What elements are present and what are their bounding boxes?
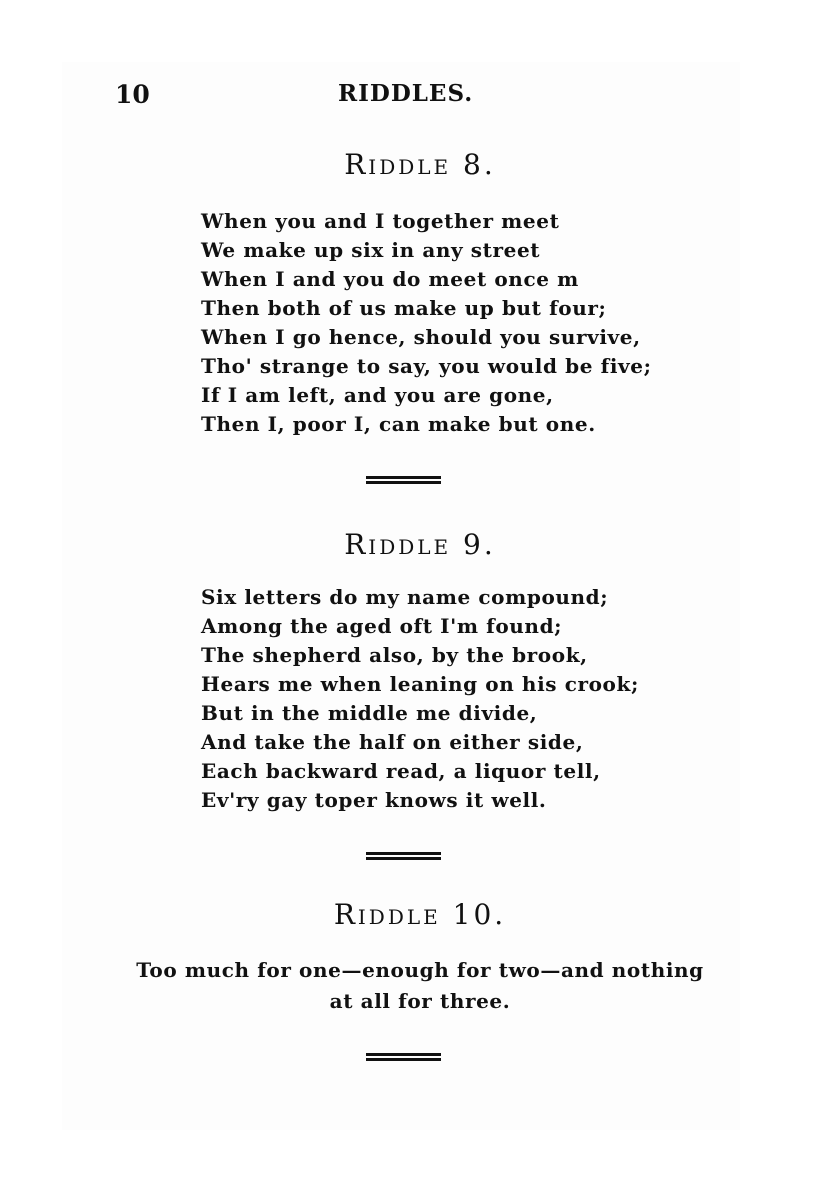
verse-line: Ev'ry gay toper knows it well.	[201, 788, 547, 812]
verse-line: Each backward read, a liquor tell,	[201, 759, 601, 783]
verse-line: Tho' strange to say, you would be five;	[201, 354, 652, 378]
verse-line: We make up six in any street	[201, 238, 541, 262]
prose-line: Too much for one—enough for two—and nothing	[136, 958, 704, 982]
riddle-9-heading: Riddle 9.	[344, 528, 496, 561]
verse-line: Hears me when leaning on his crook;	[201, 672, 639, 696]
verse-line: Six letters do my name compound;	[201, 585, 609, 609]
riddle-8-verse	[201, 207, 652, 439]
verse-line: When I and you do meet once m	[201, 267, 579, 291]
section-divider	[366, 852, 441, 862]
verse-line: The shepherd also, by the brook,	[201, 643, 588, 667]
riddle-10-text	[0, 955, 840, 1017]
running-title: RIDDLES.	[338, 80, 474, 107]
verse-line: When you and I together meet	[201, 209, 560, 233]
verse-line: But in the middle me divide,	[201, 701, 538, 725]
prose-line: at all for three.	[329, 989, 511, 1013]
verse-line: And take the half on either side,	[201, 730, 584, 754]
page-header	[0, 80, 840, 110]
verse-line: If I am left, and you are gone,	[201, 383, 554, 407]
section-divider	[366, 1053, 441, 1063]
verse-line: When I go hence, should you survive,	[201, 325, 641, 349]
verse-line: Among the aged oft I'm found;	[201, 614, 563, 638]
verse-line: Then I, poor I, can make but one.	[201, 412, 596, 436]
riddle-8-heading: Riddle 8.	[344, 148, 496, 181]
riddle-10-heading: Riddle 10.	[333, 898, 507, 931]
verse-line: Then both of us make up but four;	[201, 296, 607, 320]
page-number: 10	[115, 80, 150, 109]
riddle-9-verse	[201, 583, 639, 815]
section-divider	[366, 476, 441, 486]
